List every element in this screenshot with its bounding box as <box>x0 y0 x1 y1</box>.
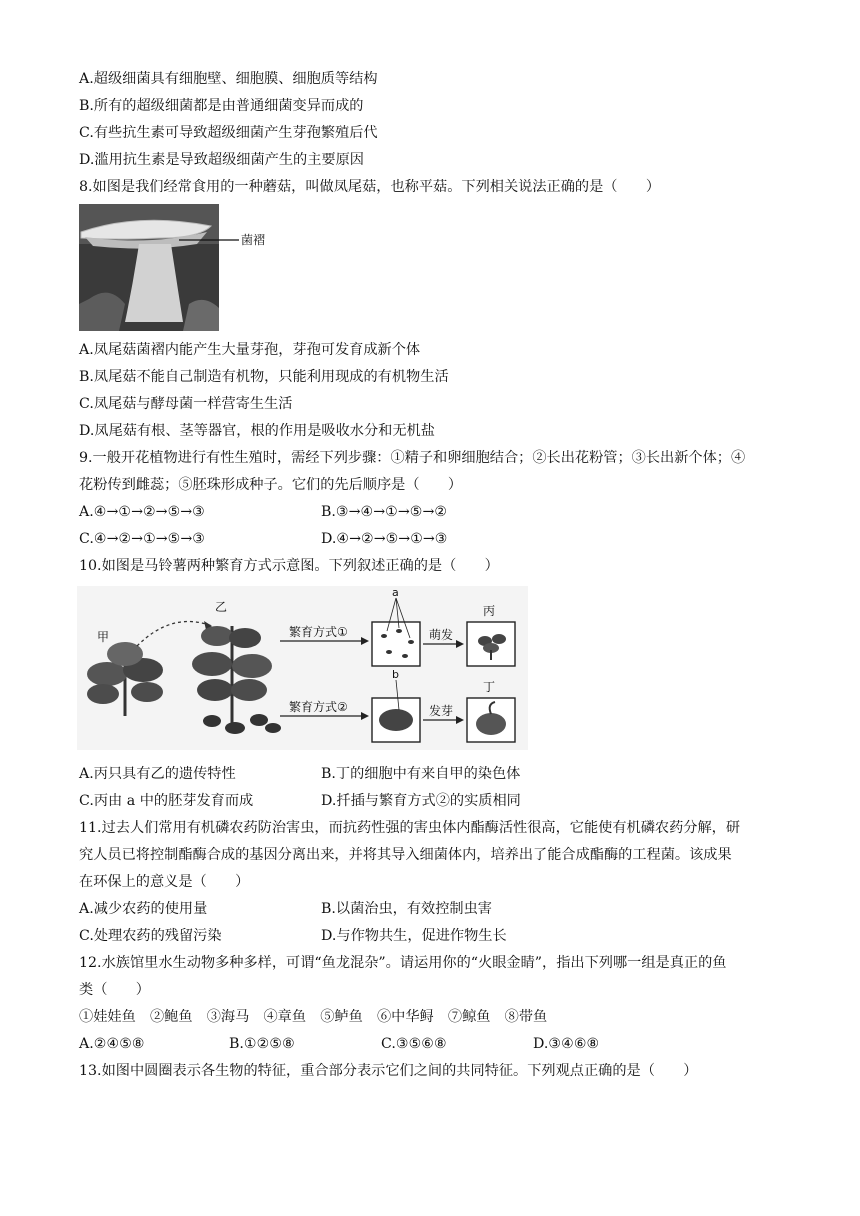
q7-option-b: B.所有的超级细菌都是由普通细菌变异而成的 <box>79 98 364 114</box>
q11-stem-line3: 在环保上的意义是（ ） <box>79 874 250 890</box>
label-method2: 繁育方式② <box>289 700 348 714</box>
q8-stem: 8.如图是我们经常食用的一种蘑菇，叫做凤尾菇，也称平菇。下列相关说法正确的是（ ） <box>79 179 661 195</box>
q7-option-d: D.滥用抗生素是导致超级细菌产生的主要原因 <box>79 152 364 168</box>
q11-option-a: A.减少农药的使用量 <box>79 901 208 917</box>
q11-option-b: B.以菌治虫，有效控制虫害 <box>321 901 492 917</box>
q9-stem-line1: 9.一般开花植物进行有性生殖时，需经下列步骤：①精子和卵细胞结合；②长出花粉管；③长出新个体；④ <box>79 450 746 466</box>
q12-items: ①娃娃鱼 ②鲍鱼 ③海马 ④章鱼 ⑤鲈鱼 ⑥中华鲟 ⑦鲸鱼 ⑧带鱼 <box>79 1009 548 1025</box>
label-sprout2: 发芽 <box>429 704 454 718</box>
label-yi: 乙 <box>215 600 228 614</box>
q12-option-a: A.②④⑤⑧ <box>79 1036 145 1052</box>
label-jia: 甲 <box>97 630 110 644</box>
potato-propagation-figure <box>77 586 528 750</box>
q7-option-a: A.超级细菌具有细胞壁、细胞膜、细胞质等结构 <box>79 71 378 87</box>
q11-stem-line2: 究人员已将控制酯酶合成的基因分离出来，并将其导入细菌体内，培养出了能合成酯酶的工程菌。该成果 <box>79 847 732 863</box>
q9-option-a: A.④→①→②→⑤→③ <box>79 504 205 520</box>
q12-option-d: D.③④⑥⑧ <box>533 1036 600 1052</box>
gill-label: 菌褶 <box>241 233 266 247</box>
q12-stem-line1: 12.水族馆里水生动物多种多样，可谓“鱼龙混杂”。请运用你的“火眼金睛”，指出下列哪一组是真正的鱼 <box>79 955 727 971</box>
label-b: b <box>392 668 399 681</box>
label-a: a <box>392 586 399 599</box>
q10-stem: 10.如图是马铃薯两种繁育方式示意图。下列叙述正确的是（ ） <box>79 558 499 574</box>
q12-stem-line2: 类（ ） <box>79 982 150 998</box>
label-method1: 繁育方式① <box>289 625 348 639</box>
q11-stem-line1: 11.过去人们常用有机磷农药防治害虫，而抗药性强的害虫体内酯酶活性很高，它能使有机磷农药分解，研 <box>79 820 741 836</box>
q10-option-a: A.丙只具有乙的遗传特性 <box>79 766 236 782</box>
q13-stem: 13.如图中圆圈表示各生物的特征，重合部分表示它们之间的共同特征。下列观点正确的是（ ） <box>79 1063 698 1079</box>
q9-stem-line2: 花粉传到雌蕊；⑤胚珠形成种子。它们的先后顺序是（ ） <box>79 477 463 493</box>
q9-option-c: C.④→②→①→⑤→③ <box>79 531 206 547</box>
label-ding: 丁 <box>483 680 496 694</box>
mushroom-figure <box>79 204 272 331</box>
label-bing: 丙 <box>483 604 496 618</box>
label-sprout1: 萌发 <box>429 628 454 642</box>
q11-option-d: D.与作物共生，促进作物生长 <box>321 928 507 944</box>
q8-option-d: D.凤尾菇有根、茎等器官，根的作用是吸收水分和无机盐 <box>79 423 435 439</box>
q10-option-b: B.丁的细胞中有来自甲的染色体 <box>321 766 521 782</box>
q12-option-c: C.③⑤⑥⑧ <box>381 1036 447 1052</box>
q10-option-d: D.扦插与繁育方式②的实质相同 <box>321 793 521 809</box>
q8-option-b: B.凤尾菇不能自己制造有机物，只能利用现成的有机物生活 <box>79 369 449 385</box>
q10-option-c: C.丙由 a 中的胚芽发育而成 <box>79 793 254 809</box>
q8-option-a: A.凤尾菇菌褶内能产生大量芽孢，芽孢可发育成新个体 <box>79 342 421 358</box>
q12-option-b: B.①②⑤⑧ <box>229 1036 295 1052</box>
q7-option-c: C.有些抗生素可导致超级细菌产生芽孢繁殖后代 <box>79 125 378 141</box>
q8-option-c: C.凤尾菇与酵母菌一样营寄生生活 <box>79 396 293 412</box>
q11-option-c: C.处理农药的残留污染 <box>79 928 222 944</box>
q9-option-b: B.③→④→①→⑤→② <box>321 504 448 520</box>
q9-option-d: D.④→②→⑤→①→③ <box>321 531 448 547</box>
